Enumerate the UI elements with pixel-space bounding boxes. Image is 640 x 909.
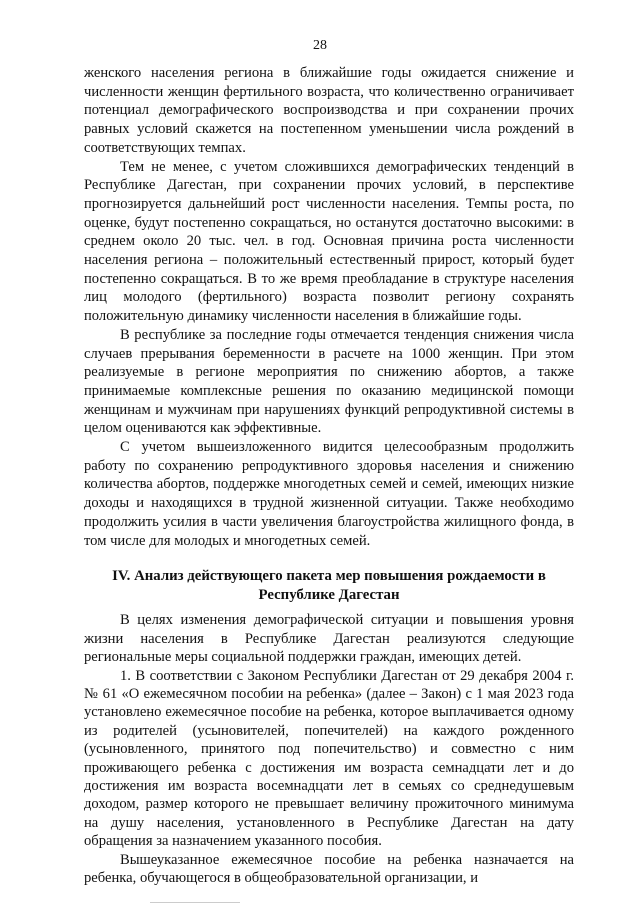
paragraph-continuation: женского населения региона в ближайшие годы ожидается снижение и численности женщин фертильного возраста, что количественно ограничивает потенциал демографического воспроизводства и при сохранении прочих равных условий скажется на постепенном уменьшении числа рождений в соответствующих темпах. xyxy=(84,65,574,156)
paragraph-demographic-forecast: Тем не менее, с учетом сложившихся демографических тенденций в Республике Дагестан, при сохранении прочих условий, в перспективе прогнозируется дальнейший рост численности населения. Темпы роста, по оценке, будут постепенно сокращаться, но останутся достаточно высокими: в среднем около 20 тыс. чел. в год. Основная причина роста численности населения региона – положительный естественный прирост, который будет постепенно сокращаться. В то же время преобладание в структуре населения лиц молодого (фертильного) возраста позволит региону сохранять положительную динамику численности населения в ближайшие годы. xyxy=(84,158,574,325)
section-heading xyxy=(84,567,574,605)
scan-artifact-line xyxy=(150,902,240,903)
document-body xyxy=(84,64,574,887)
section-heading-line1: IV. Анализ действующего пакета мер повышения рождаемости в xyxy=(112,568,546,585)
page-number: 28 xyxy=(313,38,327,53)
paragraph-allowance-continuation: Вышеуказанное ежемесячное пособие на ребенка назначается на ребенка, обучающегося в общеобразовательной организации, и xyxy=(84,851,574,886)
paragraph-abortion-trend: В республике за последние годы отмечается тенденция снижения числа случаев прерывания беременности в расчете на 1000 женщин. При этом реализуемые в регионе мероприятия по снижению абортов, а также принимаемые комплексные решения по оказанию медицинской помощи женщинам и мужчинам при нарушениях функций репродуктивной системы в целом оцениваются как эффективные. xyxy=(84,326,574,437)
paragraph-intro-measures: В целях изменения демографической ситуации и повышения уровня жизни населения в Республике Дагестан реализуются следующие региональные меры социальной поддержки граждан, имеющих детей. xyxy=(84,612,574,666)
section-heading-line2: Республике Дагестан xyxy=(258,587,400,604)
paragraph-monthly-allowance: 1. В соответствии с Законом Республики Дагестан от 29 декабря 2004 г. № 61 «О ежемесячном пособии на ребенка» (далее – Закон) с 1 мая 2023 года установлено ежемесячное пособие на ребенка, которое выплачивается одному из родителей (усыновителей, попечителей) на каждого рожденного (усыновленного, принятого под попечительство) и совместно с ним проживающего ребенка с достижения им возраста семнадцати лет и до достижения им возраста восемнадцати лет в семьях со среднедушевым доходом, размер которого не превышает величину прожиточного минимума на душу населения, установленного в Республике Дагестан на дату обращения за назначением указанного пособия. xyxy=(84,667,574,850)
paragraph-conclusion: С учетом вышеизложенного видится целесообразным продолжить работу по сохранению репродуктивного здоровья населения и снижению количества абортов, поддержке многодетных семей и семей, имеющих низкие доходы и находящихся в трудной жизненной ситуации. Также необходимо продолжить усилия в части увеличения благоустройства жилищного фонда, в том числе для молодых и многодетных семей. xyxy=(84,439,574,549)
